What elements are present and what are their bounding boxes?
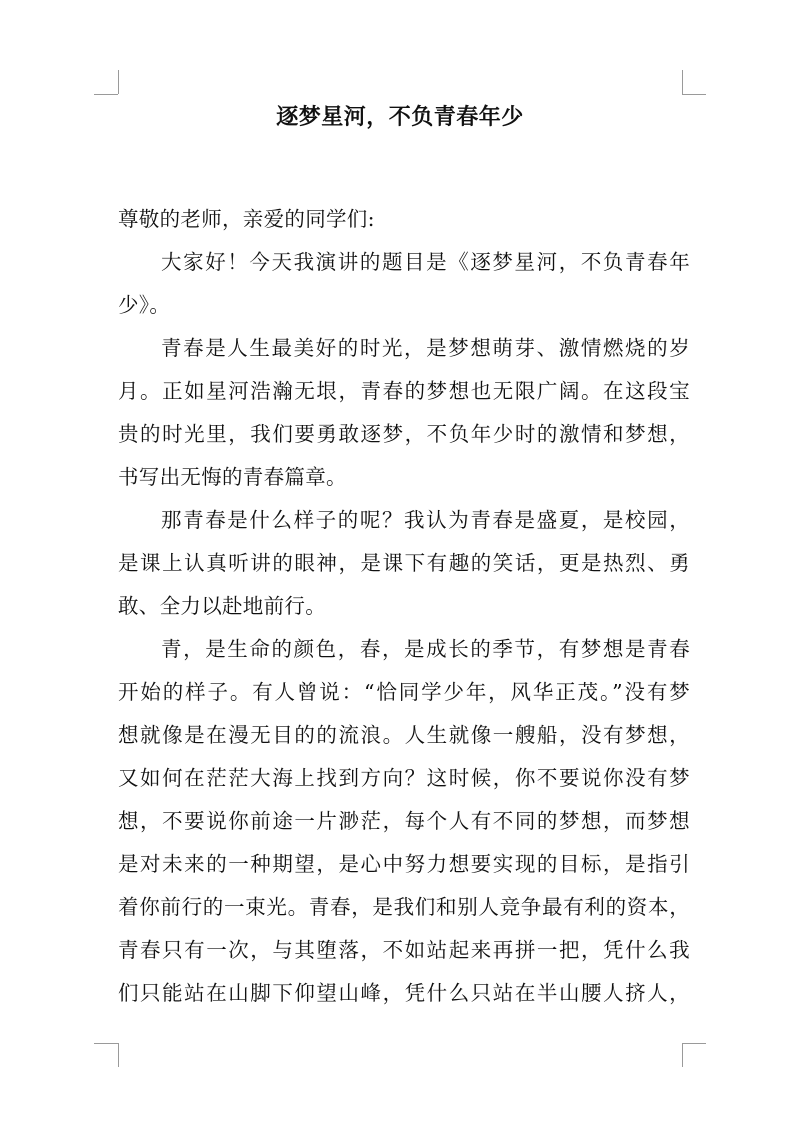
- text-line: 青，是生命的颜色，春，是成长的季节，有梦想是青春: [161, 637, 690, 661]
- crop-mark-bottom-left-v: [118, 1043, 119, 1067]
- crop-mark-top-right-h: [682, 94, 706, 95]
- text-line: 青春是人生最美好的时光，是梦想萌芽、激情燃烧的岁: [161, 336, 690, 360]
- text-line: 想就像是在漫无目的的流浪。人生就像一艘船，没有梦想，: [118, 723, 690, 747]
- text-line: 想，不要说你前途一片渺茫，每个人有不同的梦想，而梦想: [118, 809, 690, 833]
- text-line: 贵的时光里，我们要勇敢逐梦，不负年少时的激情和梦想，: [118, 422, 690, 446]
- text-line: 开始的样子。有人曾说：“恰同学少年，风华正茂。”没有梦: [118, 680, 690, 704]
- text-line: 尊敬的老师，亲爱的同学们:: [118, 207, 375, 231]
- document-title: 逐梦星河，不负青春年少: [276, 105, 524, 130]
- text-line: 着你前行的一束光。青春，是我们和别人竞争最有利的资本，: [118, 895, 690, 919]
- text-line: 月。正如星河浩瀚无垠，青春的梦想也无限广阔。在这段宝: [118, 379, 690, 403]
- crop-mark-bottom-right-v: [682, 1043, 683, 1067]
- text-line: 是课上认真听讲的眼神，是课下有趣的笑话，更是热烈、勇: [118, 551, 690, 575]
- text-line: 们只能站在山脚下仰望山峰，凭什么只站在半山腰人挤人，: [118, 981, 690, 1005]
- text-line: 书写出无悔的青春篇章。: [118, 465, 347, 489]
- text-line: 那青春是什么样子的呢？我认为青春是盛夏，是校园，: [161, 508, 690, 532]
- text-line: 又如何在茫茫大海上找到方向？这时候，你不要说你没有梦: [118, 766, 690, 790]
- text-line: 是对未来的一种期望，是心中努力想要实现的目标，是指引: [118, 852, 690, 876]
- text-line: 敢、全力以赴地前行。: [118, 594, 326, 618]
- crop-mark-bottom-right-h: [682, 1043, 706, 1044]
- text-line: 青春只有一次，与其堕落，不如站起来再拼一把，凭什么我: [118, 938, 690, 962]
- text-line: 大家好！今天我演讲的题目是《逐梦星河，不负青春年: [161, 250, 690, 274]
- document-body: [118, 198, 690, 1015]
- crop-mark-top-left-h: [94, 94, 118, 95]
- crop-mark-top-left-v: [118, 70, 119, 94]
- text-line: 少》。: [118, 293, 171, 317]
- crop-mark-top-right-v: [682, 70, 683, 94]
- crop-mark-bottom-left-h: [94, 1043, 118, 1044]
